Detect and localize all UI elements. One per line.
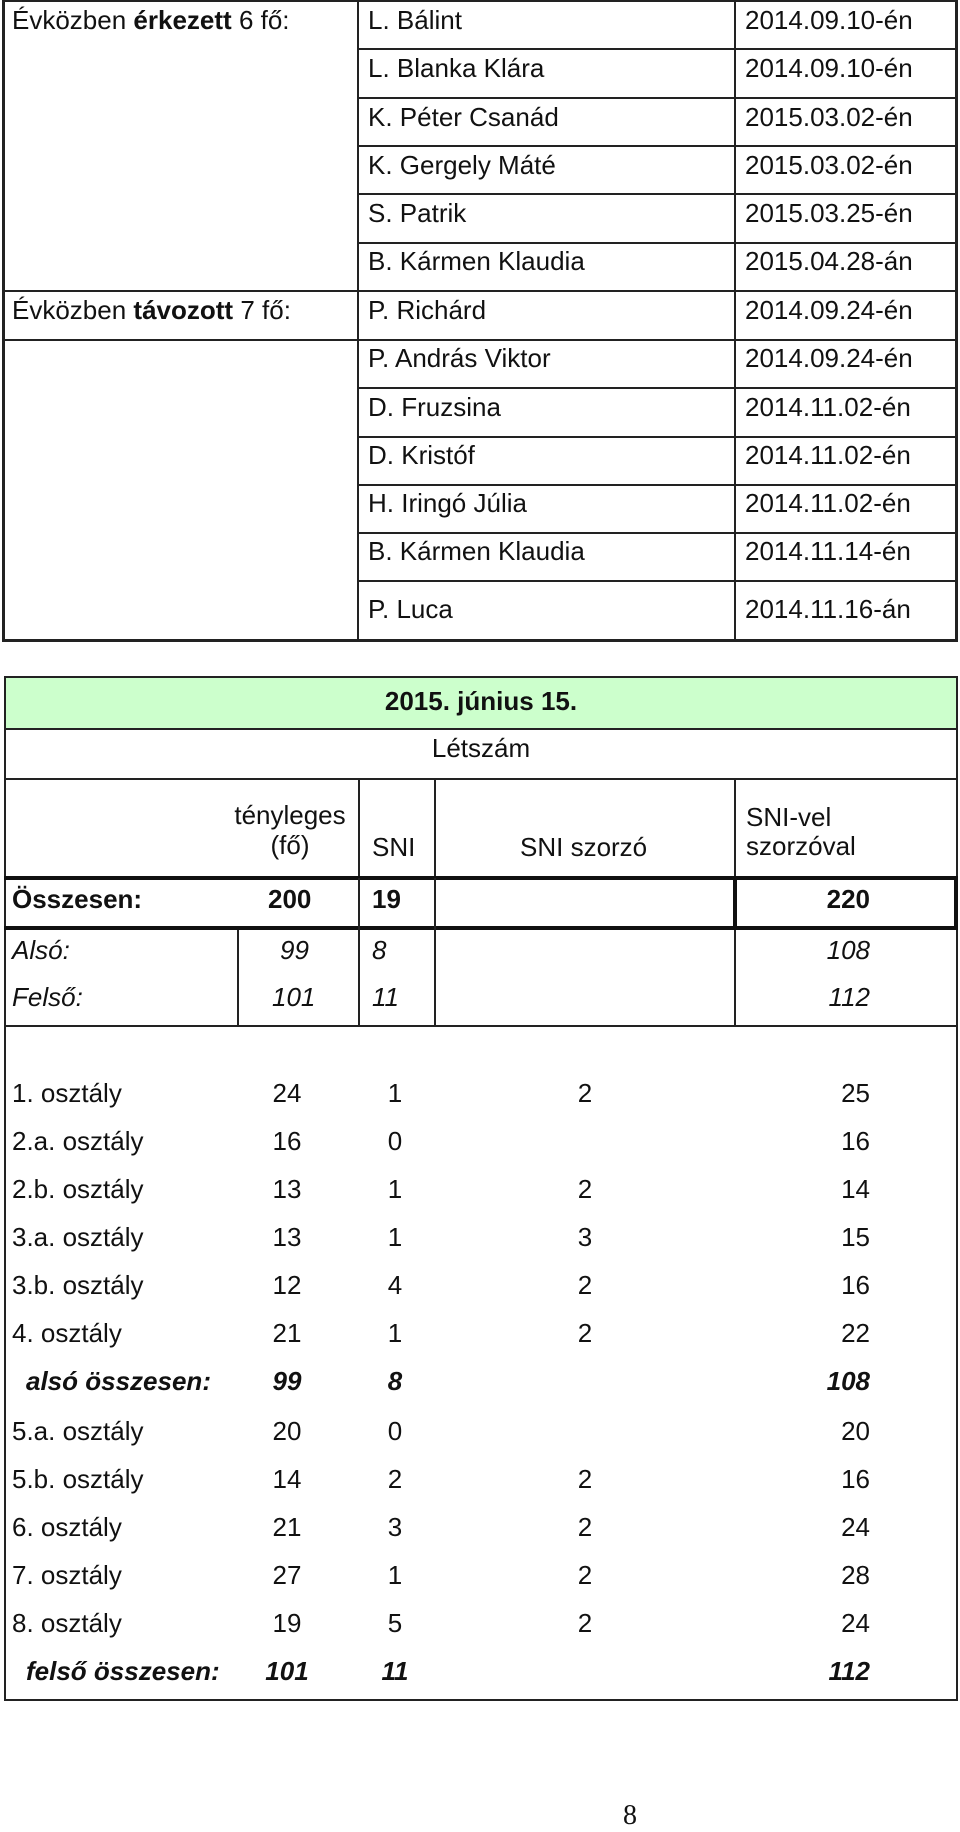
summary-sni: 8: [372, 935, 387, 965]
class-weighted: 24: [841, 1512, 870, 1542]
class-label: 3.b. osztály: [12, 1270, 144, 1300]
header-sni: SNI: [372, 832, 416, 862]
header-weighted-line1: SNI-vel: [746, 802, 832, 832]
class-sni: 1: [387, 1078, 403, 1108]
table-border-bottom: [2, 639, 958, 642]
class-multiplier: 2: [577, 1270, 593, 1300]
class-actual: 16: [272, 1126, 302, 1156]
class-sni: 0: [387, 1126, 403, 1156]
arrivals-label-prefix: Évközben: [12, 5, 127, 35]
class-actual: 13: [272, 1222, 302, 1252]
class-multiplier: 2: [577, 1464, 593, 1494]
class-actual: 12: [272, 1270, 302, 1300]
arrival-date: 2015.03.02-én: [745, 150, 913, 180]
class-weighted: 112: [828, 1656, 870, 1686]
table-title: Létszám: [431, 733, 531, 763]
class-label: 4. osztály: [12, 1318, 122, 1348]
class-actual: 24: [272, 1078, 302, 1108]
class-multiplier: 2: [577, 1608, 593, 1638]
arrival-name: B. Kármen Klaudia: [368, 246, 585, 276]
col-divider: [734, 930, 736, 1026]
header-actual-line1: tényleges: [234, 800, 346, 830]
arrival-date: 2014.09.10-én: [745, 5, 913, 35]
arrivals-label-bold: érkezett: [133, 5, 232, 35]
summary-label: Alsó:: [12, 935, 70, 965]
class-multiplier: 2: [577, 1078, 593, 1108]
class-weighted: 25: [841, 1078, 870, 1108]
arrival-name: K. Gergely Máté: [368, 150, 556, 180]
row-line: [358, 580, 956, 582]
arrival-date: 2014.09.10-én: [745, 53, 913, 83]
departure-date: 2014.09.24-én: [745, 295, 913, 325]
arrival-date: 2015.03.25-én: [745, 198, 913, 228]
row-line: [358, 436, 956, 438]
label-cell-line: [2, 339, 358, 341]
total-box-divider: [733, 876, 737, 930]
class-actual: 21: [272, 1318, 302, 1348]
header-actual-line2: (fő): [270, 830, 310, 860]
arrivals-label: [12, 5, 290, 35]
arrival-name: S. Patrik: [368, 198, 467, 228]
class-label: 2.a. osztály: [12, 1126, 144, 1156]
frame-left: [4, 676, 6, 1701]
departure-date: 2014.09.24-én: [745, 343, 913, 373]
departure-name: P. András Viktor: [368, 343, 551, 373]
arrival-name: L. Bálint: [368, 5, 462, 35]
class-label: 2.b. osztály: [12, 1174, 144, 1204]
class-actual: 19: [272, 1608, 302, 1638]
class-actual: 27: [272, 1560, 302, 1590]
class-sni: 4: [387, 1270, 403, 1300]
col-divider: [434, 878, 436, 1026]
departures-label-suffix: 7 fő:: [240, 295, 291, 325]
total-box-right: [954, 876, 958, 930]
table-border-top: [2, 0, 958, 2]
total-box-bottom: [4, 926, 958, 930]
row-line: [358, 145, 956, 147]
summary-label: Felső:: [12, 982, 83, 1012]
arrivals-label-suffix: 6 fő:: [238, 5, 290, 35]
departure-name: B. Kármen Klaudia: [368, 536, 585, 566]
departure-name: H. Iringó Júlia: [368, 488, 527, 518]
section-line: [2, 290, 958, 292]
class-sni: 11: [381, 1656, 409, 1686]
header-divider: [734, 778, 736, 878]
summary-label: Összesen:: [12, 884, 143, 914]
class-weighted: 14: [841, 1174, 870, 1204]
departure-date: 2014.11.02-én: [745, 392, 911, 422]
departure-date: 2014.11.02-én: [745, 440, 911, 470]
summary-end-line: [4, 1025, 958, 1027]
summary-weighted: 220: [826, 884, 870, 914]
col-divider: [358, 878, 360, 1026]
row-line: [358, 242, 956, 244]
arrival-date: 2015.03.02-én: [745, 102, 913, 132]
departure-name: P. Luca: [368, 594, 453, 624]
departures-label-bold: távozott: [133, 295, 234, 325]
summary-weighted: 108: [826, 935, 870, 965]
row-line: [358, 97, 956, 99]
class-label: 5.a. osztály: [12, 1416, 144, 1446]
departure-date: 2014.11.16-án: [745, 594, 911, 624]
header-weighted-line2: szorzóval: [746, 831, 856, 861]
class-weighted: 108: [826, 1366, 870, 1396]
departure-name: D. Fruzsina: [368, 392, 501, 422]
departure-name: P. Richárd: [368, 295, 487, 325]
row-line: [358, 48, 956, 50]
class-sni: 1: [387, 1174, 403, 1204]
class-weighted: 16: [841, 1464, 870, 1494]
summary-sni: 11: [372, 982, 399, 1012]
class-label: 3.a. osztály: [12, 1222, 144, 1252]
class-sni: 8: [387, 1366, 403, 1396]
departure-name: D. Kristóf: [368, 440, 475, 470]
class-label: 5.b. osztály: [12, 1464, 144, 1494]
title-line: [4, 778, 958, 780]
class-weighted: 16: [841, 1126, 870, 1156]
arrival-name: L. Blanka Klára: [368, 53, 545, 83]
page-number: 8: [623, 1800, 637, 1831]
class-weighted: 28: [841, 1560, 870, 1590]
class-multiplier: 2: [577, 1318, 593, 1348]
header-divider: [434, 778, 436, 878]
class-weighted: 24: [841, 1608, 870, 1638]
class-multiplier: 3: [577, 1222, 593, 1252]
class-label: 6. osztály: [12, 1512, 122, 1542]
row-line: [358, 193, 956, 195]
class-actual: 13: [272, 1174, 302, 1204]
departures-label: [12, 295, 291, 325]
summary-actual: 101: [272, 982, 316, 1012]
departure-date: 2014.11.02-én: [745, 488, 911, 518]
row-line: [358, 484, 956, 486]
report-date: 2015. június 15.: [384, 686, 578, 716]
frame-bottom: [4, 1699, 958, 1701]
row-line: [358, 339, 956, 341]
row-line: [358, 532, 956, 534]
class-sni: 1: [387, 1560, 403, 1590]
class-multiplier: 2: [577, 1512, 593, 1542]
class-sni: 3: [387, 1512, 403, 1542]
departures-label-prefix: Évközben: [12, 295, 127, 325]
class-actual: 99: [272, 1366, 302, 1396]
class-sni: 5: [387, 1608, 403, 1638]
class-label: 7. osztály: [12, 1560, 122, 1590]
class-label: 8. osztály: [12, 1608, 122, 1638]
banner-line: [4, 728, 958, 730]
summary-weighted: 112: [828, 982, 870, 1012]
arrival-name: K. Péter Csanád: [368, 102, 559, 132]
class-actual: 20: [272, 1416, 302, 1446]
class-sni: 0: [387, 1416, 403, 1446]
summary-actual: 200: [268, 884, 312, 914]
total-box-top: [4, 876, 958, 880]
table-border-left: [2, 0, 5, 641]
col-divider: [237, 930, 239, 1026]
class-sni: 1: [387, 1318, 403, 1348]
class-multiplier: 2: [577, 1560, 593, 1590]
class-weighted: 22: [841, 1318, 870, 1348]
frame-right: [956, 676, 958, 1701]
class-sni: 2: [387, 1464, 403, 1494]
frame-top: [4, 676, 958, 678]
class-label: 1. osztály: [12, 1078, 122, 1108]
class-label: felső összesen:: [26, 1656, 220, 1686]
class-sni: 1: [387, 1222, 403, 1252]
class-actual: 14: [272, 1464, 302, 1494]
arrival-date: 2015.04.28-án: [745, 246, 913, 276]
class-actual: 21: [272, 1512, 302, 1542]
summary-actual: 99: [280, 935, 309, 965]
class-label: alsó összesen:: [26, 1366, 211, 1396]
class-multiplier: 2: [577, 1174, 593, 1204]
row-line: [358, 387, 956, 389]
header-multiplier: SNI szorzó: [520, 832, 648, 862]
class-weighted: 15: [841, 1222, 870, 1252]
class-weighted: 16: [841, 1270, 870, 1300]
summary-sni: 19: [372, 884, 401, 914]
departure-date: 2014.11.14-én: [745, 536, 911, 566]
class-actual: 101: [265, 1656, 309, 1686]
class-weighted: 20: [841, 1416, 870, 1446]
